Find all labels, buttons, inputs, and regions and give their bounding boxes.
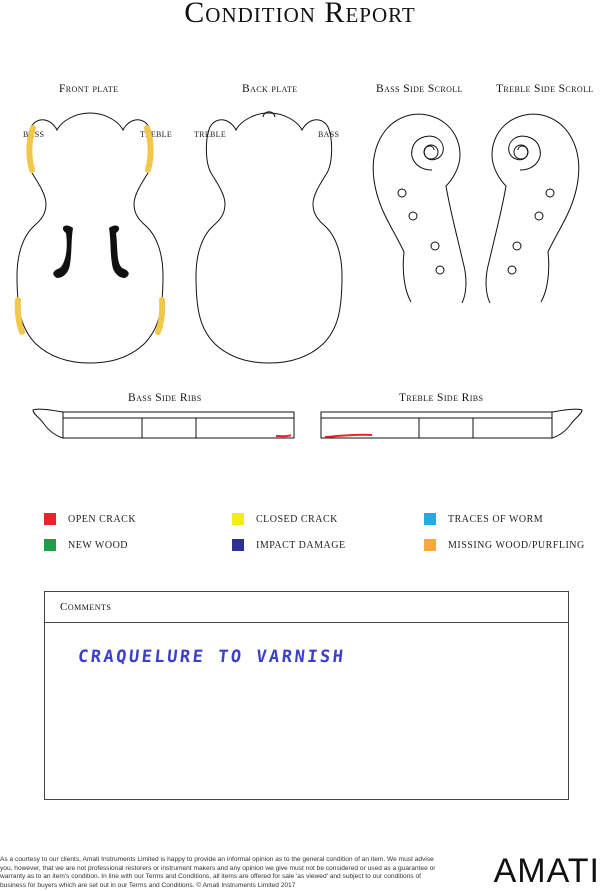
legend-label: MISSING WOOD/PURFLING [448,539,585,551]
back-plate-label: Back plate [242,83,298,95]
front-bass-upper-mark [29,128,33,170]
page-title: Condition Report [184,0,416,29]
bass-ribs-crack-mark [276,435,291,436]
front-treble-lower-mark [158,300,162,332]
legend-label: CLOSED CRACK [256,513,338,525]
front-bass-lower-mark [18,300,22,332]
legend-missing-wood [424,539,585,551]
f-hole-left [53,225,73,278]
amati-logo: AMATI [493,852,600,890]
bass-ribs-label: Bass Side Ribs [128,392,202,404]
legend-label: IMPACT DAMAGE [256,539,346,551]
legend-label: OPEN CRACK [68,513,137,525]
back-treble-label: TREBLE [194,130,227,139]
front-plate-label: Front plate [59,83,119,95]
legend-swatch [232,513,244,525]
legend-swatch [44,539,56,551]
front-treble-label: TREBLE [140,130,173,139]
f-hole-right [109,225,129,278]
treble-ribs-label: Treble Side Ribs [399,392,484,404]
legend-swatch [44,513,56,525]
handwritten-comment: CRAQUELURE TO VARNISH [76,647,347,667]
legend-label: TRACES OF WORM [448,513,544,525]
legend-swatch [232,539,244,551]
legend-impact-damage [232,539,346,551]
legend-new-wood [44,539,128,551]
bass-side-ribs [33,409,294,438]
front-bass-label: BASS [23,130,45,139]
disclaimer-text: As a courtesy to our clients, Amati Instruments Limited is happy to provide an informal opinion as to the general condition of an item. We must advise you, however, that we are not professional restorers or instrument makers and any opinion we give must not be considered or used as a guarantee or warranty as to an item's condition. In line with our Terms and Conditions, all items are offered for sale 'as viewed' and subject to our conditions of business for buyers which are set out in our Terms and Conditions. © Amati Instruments Limited 2017 [0,856,436,889]
bass-scroll-label: Bass Side Scroll [376,83,463,95]
legend-open-crack [44,513,136,525]
comments-box [44,591,569,800]
legend-label: NEW WOOD [68,539,129,551]
back-bass-label: BASS [318,130,340,139]
front-plate [17,113,163,363]
legend-swatch [424,539,436,551]
treble-ribs-crack-mark [325,435,372,437]
treble-side-ribs [321,409,582,438]
legend-traces-of-worm [424,513,543,525]
treble-side-scroll [486,114,579,303]
front-treble-upper-mark [147,128,151,170]
comments-label: Comments [45,592,568,623]
legend-swatch [424,513,436,525]
treble-scroll-label: Treble Side Scroll [496,83,594,95]
legend-closed-crack [232,513,338,525]
bass-side-scroll [373,114,466,303]
back-plate [196,112,342,363]
